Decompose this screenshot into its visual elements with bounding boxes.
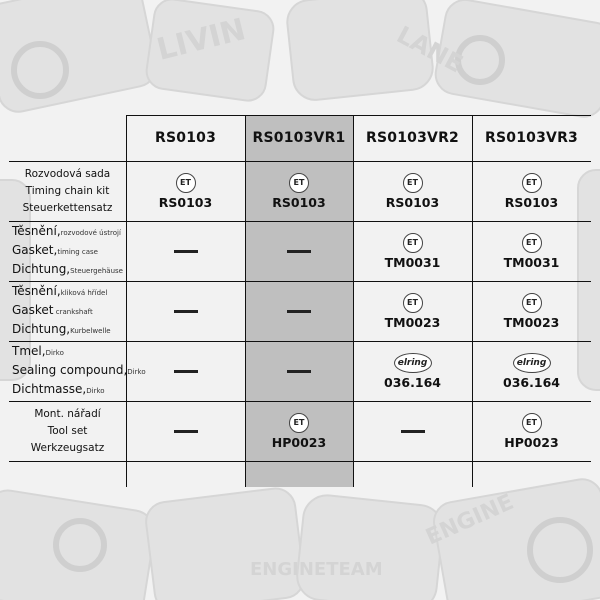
table-cell — [353, 401, 472, 461]
elring-logo-icon: elring — [513, 353, 551, 373]
row-label-line — [12, 283, 107, 302]
row-label-main: Mont. nářadí — [34, 407, 101, 420]
row-label-main: Steuerkettensatz — [22, 201, 113, 214]
row-label-main: Těsnění, — [12, 223, 61, 238]
part-code: HP0023 — [504, 434, 559, 450]
row-label-line — [23, 200, 113, 217]
column-header: RS0103VR3 — [485, 130, 578, 146]
table-cell — [353, 161, 472, 221]
row-label — [9, 401, 126, 461]
et-logo-icon: ET — [176, 173, 196, 193]
svg-text:LANE: LANE — [392, 20, 468, 79]
row-label-main: Těsnění, — [12, 283, 61, 298]
table-cell — [245, 281, 353, 341]
part-code: HP0023 — [271, 434, 327, 450]
not-included-dash — [287, 310, 311, 313]
part-code: 036.164 — [503, 374, 560, 390]
not-included-dash — [287, 250, 311, 253]
part-code: TM0023 — [384, 314, 441, 330]
svg-text:ENGINE: ENGINE — [422, 489, 518, 551]
table-cell — [126, 161, 245, 221]
et-logo-icon: ET — [522, 233, 542, 253]
row-label-sub: Steuergehäuse — [70, 266, 123, 275]
row-label-main: Dichtmasse, — [12, 381, 87, 396]
row-label-main: Sealing compound, — [12, 362, 128, 377]
row-label-line — [26, 183, 110, 200]
row-label-line — [12, 223, 121, 242]
table-cell — [472, 221, 591, 281]
row-label-line — [12, 261, 123, 280]
part-code: TM0031 — [384, 254, 441, 270]
row-label-line — [12, 302, 93, 321]
row-label — [9, 161, 126, 221]
row-label-main: Timing chain kit — [25, 184, 110, 197]
et-logo-icon: ET — [289, 413, 309, 433]
table-cell — [353, 341, 472, 401]
et-logo-icon: ET — [403, 233, 423, 253]
row-label-line — [48, 423, 88, 440]
row-label-main: Dichtung, — [12, 261, 71, 276]
row-label-main: Gasket, — [12, 242, 58, 257]
et-logo-icon: ET — [522, 293, 542, 313]
row-label-main: Gasket — [12, 302, 54, 317]
part-code: RS0103 — [504, 194, 559, 210]
table-cell — [245, 401, 353, 461]
row-label-main: Tmel, — [12, 343, 46, 358]
row-label-sub: timing case — [57, 247, 98, 256]
row-label-sub: rozvodové ústrojí — [60, 228, 121, 237]
not-included-dash — [401, 430, 425, 433]
row-label-sub: crankshaft — [53, 307, 93, 316]
row-label — [9, 221, 129, 281]
table-cell — [472, 281, 591, 341]
not-included-dash — [174, 250, 198, 253]
part-code: 036.164 — [384, 374, 441, 390]
elring-logo-icon: elring — [394, 353, 432, 373]
table-cell — [245, 161, 353, 221]
table-cell — [126, 281, 245, 341]
not-included-dash — [174, 370, 198, 373]
svg-text:LIVIN: LIVIN — [153, 12, 250, 68]
row-label-main: Tool set — [47, 424, 88, 437]
table-cell — [472, 341, 591, 401]
table-cell — [245, 341, 353, 401]
row-label-line — [12, 242, 98, 261]
row-label-line — [34, 406, 100, 423]
part-code: RS0103 — [158, 194, 213, 210]
row-label — [9, 341, 146, 401]
table-cell — [353, 221, 472, 281]
table-cell — [472, 401, 591, 461]
et-logo-icon: ET — [289, 173, 309, 193]
et-logo-icon: ET — [403, 173, 423, 193]
row-label-main: Dichtung, — [12, 321, 71, 336]
row-label-main: Rozvodová sada — [24, 167, 111, 180]
not-included-dash — [174, 310, 198, 313]
table-cell — [245, 221, 353, 281]
row-label-line — [12, 343, 64, 362]
table-cell — [353, 281, 472, 341]
row-label-line — [12, 381, 105, 400]
table-cell — [126, 401, 245, 461]
row-label-line — [25, 166, 110, 183]
row-label-sub: Dirko — [86, 386, 105, 395]
row-label — [9, 281, 129, 341]
part-code: TM0023 — [503, 314, 560, 330]
row-label-main: Werkzeugsatz — [30, 441, 105, 454]
row-label-sub: kliková hřídel — [60, 288, 108, 297]
column-header: RS0103 — [154, 130, 217, 146]
column-header: RS0103VR1 — [252, 130, 346, 146]
row-label-sub: Dirko — [45, 348, 64, 357]
not-included-dash — [287, 370, 311, 373]
table-cell — [472, 161, 591, 221]
et-logo-icon: ET — [522, 413, 542, 433]
row-label-line — [31, 440, 104, 457]
part-code: RS0103 — [272, 194, 326, 210]
part-code: RS0103 — [385, 194, 440, 210]
column-header: RS0103VR2 — [366, 130, 459, 146]
row-label-line — [12, 321, 111, 340]
not-included-dash — [174, 430, 198, 433]
row-label-sub: Kurbelwelle — [70, 326, 111, 335]
part-code: TM0031 — [503, 254, 560, 270]
row-label-sub: Dirko — [127, 367, 146, 376]
parts-comparison-table — [9, 115, 591, 487]
table-cell — [126, 341, 245, 401]
et-logo-icon: ET — [522, 173, 542, 193]
et-logo-icon: ET — [403, 293, 423, 313]
table-cell — [126, 221, 245, 281]
svg-text:ENGINETEAM: ENGINETEAM — [250, 559, 383, 580]
